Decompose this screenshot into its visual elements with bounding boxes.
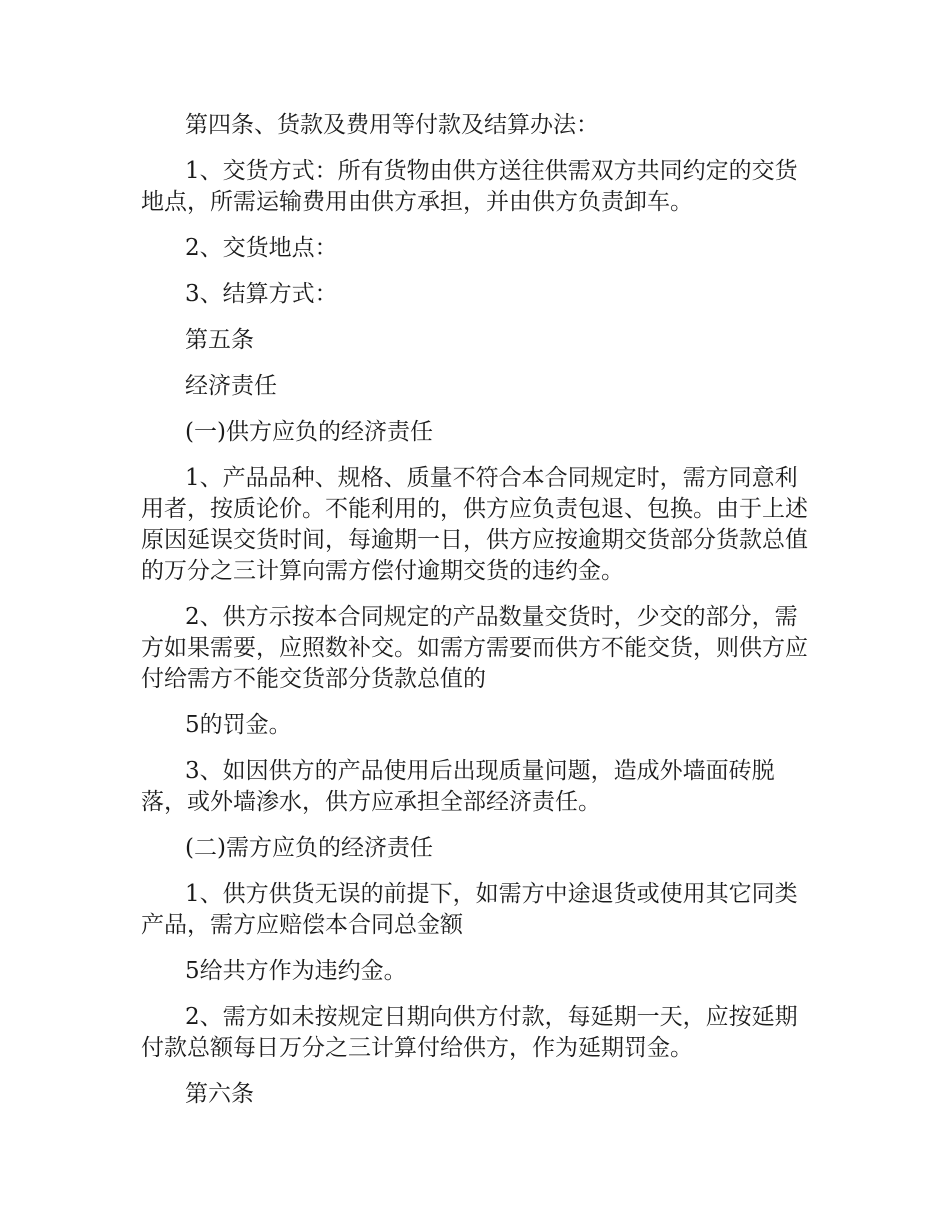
buyer-penalty-note: 5给共方作为违约金。 <box>185 958 407 984</box>
buyer-liability-clause-2: 2、需方如未按规定日期向供方付款，每延期一天，应按延期付款总额每日万分之三计算付给供方，作为延期罚金。 <box>141 1004 798 1061</box>
supplier-liability-clause-3: 3、如因供方的产品使用后出现质量问题，造成外墙面砖脱落，或外墙渗水，供方应承担全部经济责任。 <box>141 758 775 815</box>
buyer-liability-heading: (二)需方应负的经济责任 <box>185 835 433 861</box>
article-5-heading: 第五条 <box>185 327 254 353</box>
document-body <box>141 110 813 1125</box>
supplier-liability-clause-2: 2、供方示按本合同规定的产品数量交货时，少交的部分，需方如果需要，应照数补交。如需方需要而供方不能交货，则供方应付给需方不能交货部分货款总值的 <box>141 604 808 692</box>
article-6-heading: 第六条 <box>185 1081 254 1107</box>
supplier-penalty-note: 5的罚金。 <box>185 712 292 738</box>
economic-liability-heading: 经济责任 <box>185 373 277 399</box>
settlement-method-clause: 3、结算方式： <box>185 281 338 307</box>
article-4-heading: 第四条、货款及费用等付款及结算办法： <box>185 112 599 138</box>
delivery-method-clause: 1、交货方式：所有货物由供方送往供需双方共同约定的交货地点，所需运输费用由供方承担，并由供方负责卸车。 <box>141 158 798 215</box>
supplier-liability-heading: (一)供方应负的经济责任 <box>185 419 433 445</box>
buyer-liability-clause-1: 1、供方供货无误的前提下，如需方中途退货或使用其它同类产品，需方应赔偿本合同总金额 <box>141 881 798 938</box>
supplier-liability-clause-1: 1、产品品种、规格、质量不符合本合同规定时，需方同意利用者，按质论价。不能利用的，供方应负责包退、包换。由于上述原因延误交货时间，每逾期一日，供方应按逾期交货部分货款总值的万分之三计算向需方偿付逾期交货的违约金。 <box>141 465 808 584</box>
delivery-location-clause: 2、交货地点： <box>185 235 338 261</box>
